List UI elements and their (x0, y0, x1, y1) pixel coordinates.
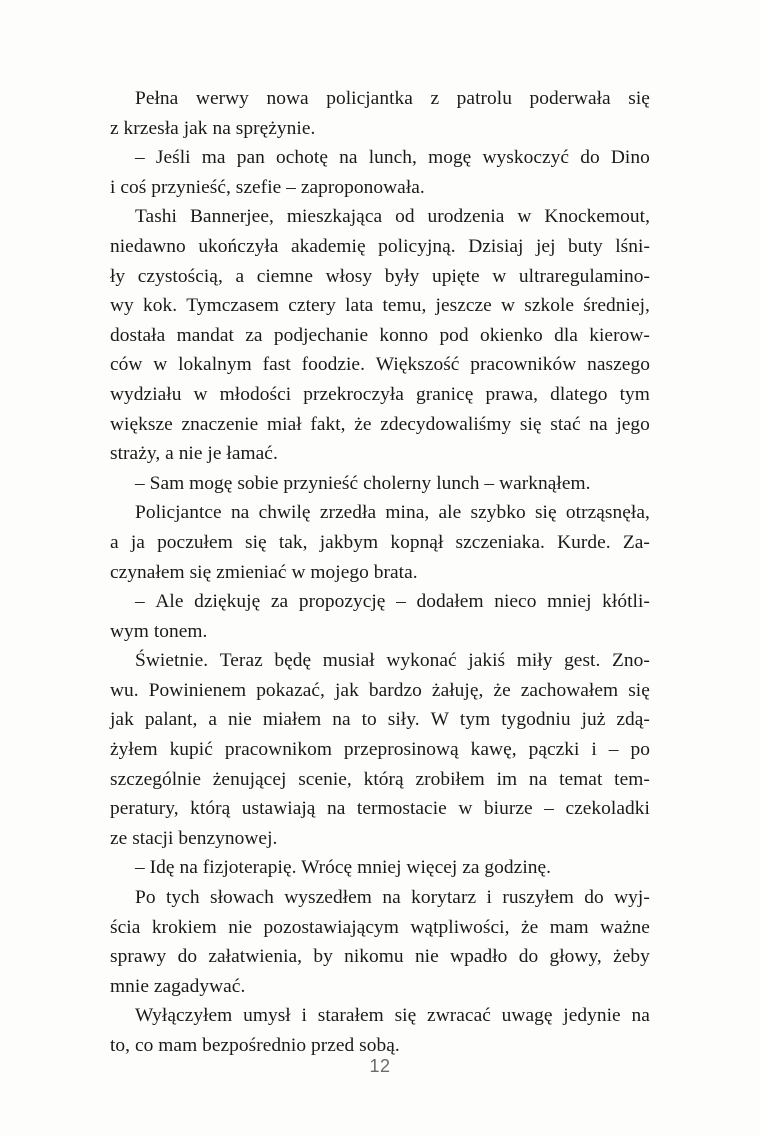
word: Za- (622, 531, 650, 553)
word: w (458, 798, 473, 820)
word: peratury, (110, 798, 179, 820)
word: tym (459, 709, 491, 731)
word: ców (110, 354, 143, 376)
word: wyszedłem (284, 887, 372, 909)
word: znaczenie (181, 413, 259, 435)
word: na (326, 798, 346, 820)
word: jakiś (468, 650, 506, 672)
word: pokazać, (256, 679, 325, 701)
word: jak (110, 709, 134, 731)
word: wu. (110, 679, 139, 701)
text-line (110, 410, 650, 440)
word: miał (267, 413, 302, 435)
word: czystością, (137, 265, 223, 287)
text-line (110, 321, 650, 351)
word: Tymczasem (186, 295, 280, 317)
word: okienko (479, 324, 543, 346)
word: na (339, 147, 358, 169)
word: większe (110, 413, 173, 435)
word: z (430, 88, 440, 109)
word: im (496, 768, 518, 790)
word: żenującej (212, 768, 287, 790)
text-line (110, 380, 650, 410)
word: szczeniaka. (455, 531, 545, 553)
text-line: to, co mam bezpośrednio przed sobą. (110, 1035, 400, 1056)
word: dodałem (416, 591, 484, 613)
text-line (110, 646, 650, 676)
word: poczułem (157, 531, 233, 553)
word: tak, (278, 531, 308, 553)
text-line (110, 676, 650, 706)
word: przekroczyła (303, 383, 404, 405)
word: pracowników (470, 354, 577, 376)
paragraph (110, 587, 650, 646)
word: słowach (209, 887, 274, 909)
word: starałem (317, 1005, 384, 1027)
word: jedynie (563, 1005, 621, 1027)
word: się (534, 502, 557, 524)
word: uwagę (501, 1005, 553, 1027)
word: nikomu (344, 946, 404, 968)
word: Kurde. (557, 531, 611, 553)
word: się (394, 1005, 417, 1027)
text-line (110, 587, 650, 617)
text-line: mnie zagadywać. (110, 975, 246, 997)
word: niedawno (110, 235, 186, 257)
text-line: czynałem się zmieniać w mojego brata. (110, 561, 418, 583)
word: Jeśli (155, 147, 191, 169)
word: ale (438, 502, 462, 524)
word: Wyłączyłem (135, 1005, 233, 1027)
word: i (301, 1005, 307, 1027)
text-line (110, 765, 650, 795)
word: w (517, 206, 532, 228)
word: fakt, (310, 413, 346, 435)
word: miły (516, 650, 553, 672)
word: – (608, 739, 619, 761)
paragraph (110, 202, 650, 468)
word: załatwienia, (208, 946, 303, 968)
word: Powinienem (148, 679, 247, 701)
text-line: – Idę na fizjoterapię. Wrócę mniej więcej za godzinę. (135, 857, 552, 879)
word: scenie, (298, 768, 352, 790)
word: pan (236, 147, 265, 169)
text-line: z krzesła jak na sprężynie. (110, 117, 316, 139)
word: od (395, 206, 415, 228)
word: włosy (325, 265, 373, 287)
word: się (519, 413, 542, 435)
text-line (110, 350, 650, 380)
word: wydziału (110, 383, 182, 405)
paragraph (110, 1001, 650, 1060)
text-line (110, 84, 650, 114)
paragraph (110, 84, 650, 143)
page-text-block (110, 84, 650, 1061)
word: szkole (524, 295, 575, 317)
word: policyjną. (378, 235, 456, 257)
word: na (332, 709, 351, 731)
word: do (177, 946, 198, 968)
word: Bannerjee, (189, 206, 274, 228)
word: pracownikom (224, 739, 332, 761)
word: już (581, 709, 606, 731)
text-line (110, 291, 650, 321)
word: Knockemout, (544, 206, 650, 228)
word: zwracać (427, 1005, 491, 1027)
word: szybko (470, 502, 526, 524)
word: szczególnie (110, 768, 201, 790)
word: jak (334, 679, 359, 701)
text-line (110, 232, 650, 262)
word: konno (379, 324, 429, 346)
text-line: ze stacji benzynowej. (110, 827, 278, 849)
word: zrobiłem (415, 768, 485, 790)
text-line (110, 262, 650, 292)
word: poderwała (529, 88, 611, 109)
word: wykonać (386, 650, 457, 672)
word: ja (130, 531, 145, 553)
word: że (354, 413, 372, 435)
paragraph (110, 853, 650, 883)
word: zrzedła (319, 502, 377, 524)
word: biurze (483, 798, 533, 820)
word: w (501, 295, 516, 317)
word: przeprosinową (343, 739, 459, 761)
word: w (153, 354, 168, 376)
word: i (486, 887, 492, 909)
word: a (110, 531, 119, 553)
word: nie (228, 916, 253, 938)
word: urodzenia (427, 206, 505, 228)
word: dostała (110, 324, 166, 346)
paragraph (110, 883, 650, 1001)
word: upięte (431, 265, 480, 287)
word: werwy (195, 88, 249, 109)
word: na (589, 413, 608, 435)
text-line (110, 735, 650, 765)
word: Dzisiaj (468, 235, 524, 257)
word: jego (616, 413, 650, 435)
word: na (382, 887, 401, 909)
word: zdecydowaliśmy (380, 413, 512, 435)
word: w (492, 265, 507, 287)
word: Ale (155, 591, 184, 613)
word: ścia (110, 916, 141, 938)
word: do (518, 946, 539, 968)
word: tym (619, 383, 650, 405)
word: młodości (219, 383, 292, 405)
word: buty (568, 235, 603, 257)
word: dziękuję (194, 591, 261, 613)
word: wątpliwości, (410, 916, 510, 938)
text-line (110, 913, 650, 943)
word: po (630, 739, 650, 761)
word: na (631, 1005, 650, 1027)
word: mogę (428, 147, 472, 169)
word: a (235, 265, 245, 287)
word: Policjantce (135, 502, 222, 524)
word: policjantka (326, 88, 413, 109)
paragraph (110, 469, 650, 499)
word: do (584, 887, 604, 909)
word: ma (201, 147, 226, 169)
word: ły (110, 265, 126, 287)
word: – (544, 798, 554, 820)
word: kupić (169, 739, 213, 761)
word: temat (559, 768, 603, 790)
word: którą (190, 798, 231, 820)
word: kłótli- (602, 591, 650, 613)
text-line (110, 202, 650, 232)
word: Większość (375, 354, 460, 376)
text-line: wym tonem. (110, 620, 208, 642)
word: sprawy (110, 946, 167, 968)
text-line: – Sam mogę sobie przynieść cholerny lunch – warknąłem. (135, 472, 591, 494)
word: którą (363, 768, 404, 790)
word: ustawiają (241, 798, 316, 820)
word: chwilę (258, 502, 311, 524)
word: ultraregulamino- (518, 265, 650, 287)
word: żeby (613, 946, 650, 968)
word: – (135, 147, 145, 169)
word: za (245, 324, 263, 346)
word: krokiem (151, 916, 217, 938)
word: Zno- (611, 650, 650, 672)
word: kawę, (470, 739, 517, 761)
word: ukończyła (198, 235, 279, 257)
word: pączki (528, 739, 580, 761)
word: siły. (387, 709, 420, 731)
word: kopnął (390, 531, 444, 553)
word: tygodniu (501, 709, 571, 731)
paragraph (110, 143, 650, 202)
word: termostacie (356, 798, 447, 820)
word: Świetnie. (135, 650, 209, 672)
word: mina, (385, 502, 430, 524)
word: Po (135, 887, 156, 909)
word: Dino (610, 147, 650, 169)
text-line: straży, a nie je łamać. (110, 443, 278, 465)
word: miałem (262, 709, 322, 731)
word: czekoladki (565, 798, 650, 820)
word: wpadło (450, 946, 508, 968)
word: jeszcze (435, 295, 492, 317)
word: – (396, 591, 406, 613)
word: żałuję, (431, 679, 484, 701)
word: dla (554, 324, 578, 346)
word: W (430, 709, 449, 731)
word: prawa, (485, 383, 539, 405)
word: podjechanie (273, 324, 369, 346)
word: się (244, 531, 267, 553)
word: foodzie. (301, 354, 365, 376)
word: zdą- (616, 709, 650, 731)
text-line: i coś przynieść, szefie – zaproponowała. (110, 176, 425, 198)
word: – (135, 591, 145, 613)
page-number: 12 (369, 1056, 391, 1076)
word: bardzo (368, 679, 422, 701)
word: gest. (564, 650, 601, 672)
word: że (493, 679, 511, 701)
word: ochotę (276, 147, 328, 169)
word: patrolu (456, 88, 512, 109)
word: się (628, 88, 650, 109)
word: będę (274, 650, 312, 672)
word: na (528, 768, 548, 790)
text-line (110, 794, 650, 824)
paragraph (110, 498, 650, 587)
word: propozycję (298, 591, 386, 613)
word: pozostawiającym (263, 916, 399, 938)
word: do (580, 147, 600, 169)
word: mniej (547, 591, 592, 613)
word: na (230, 502, 250, 524)
word: lśni- (615, 235, 650, 257)
word: kierow- (589, 324, 650, 346)
word: korytarz (411, 887, 477, 909)
word: średniej, (583, 295, 650, 317)
word: nowa (266, 88, 309, 109)
word: były (384, 265, 420, 287)
word: że (520, 916, 539, 938)
text-line (110, 705, 650, 735)
word: cztery (288, 295, 336, 317)
word: wyskoczyć (482, 147, 570, 169)
word: to (361, 709, 377, 731)
word: się (628, 679, 650, 701)
word: żyłem (110, 739, 158, 761)
word: Pełna (135, 88, 179, 109)
word: mieszkająca (286, 206, 383, 228)
word: lunch, (368, 147, 417, 169)
word: jakbym (319, 531, 379, 553)
word: wyj- (614, 887, 650, 909)
word: lata (345, 295, 374, 317)
word: głowy, (549, 946, 602, 968)
word: ważne (600, 916, 650, 938)
text-line (110, 1001, 650, 1031)
word: w (193, 383, 208, 405)
word: ciemne (256, 265, 313, 287)
word: nie (228, 709, 252, 731)
word: by (313, 946, 333, 968)
word: Teraz (219, 650, 263, 672)
word: wy (110, 295, 134, 317)
word: za (270, 591, 289, 613)
word: mam (549, 916, 589, 938)
word: akademię (290, 235, 366, 257)
text-line (110, 942, 650, 972)
text-line (110, 528, 650, 558)
word: umysł (243, 1005, 291, 1027)
word: musiał (322, 650, 375, 672)
word: tem- (614, 768, 650, 790)
word: stać (550, 413, 581, 435)
word: nie (414, 946, 439, 968)
word: otrząsnęła, (565, 502, 650, 524)
word: dlatego (550, 383, 608, 405)
word: pod (439, 324, 469, 346)
paragraph (110, 646, 650, 853)
word: tych (165, 887, 200, 909)
word: naszego (587, 354, 650, 376)
word: a (208, 709, 218, 731)
word: mandat (176, 324, 234, 346)
word: jej (536, 235, 556, 257)
text-line (110, 143, 650, 173)
word: palant, (144, 709, 198, 731)
word: lokalnym (178, 354, 252, 376)
word: i (591, 739, 597, 761)
text-line (110, 498, 650, 528)
word: granicę (416, 383, 474, 405)
text-line (110, 883, 650, 913)
word: temu, (382, 295, 427, 317)
word: zachowałem (520, 679, 619, 701)
word: fast (262, 354, 291, 376)
word: ruszyłem (502, 887, 574, 909)
word: kok. (142, 295, 178, 317)
word: Tashi (135, 206, 177, 228)
word: nieco (494, 591, 537, 613)
